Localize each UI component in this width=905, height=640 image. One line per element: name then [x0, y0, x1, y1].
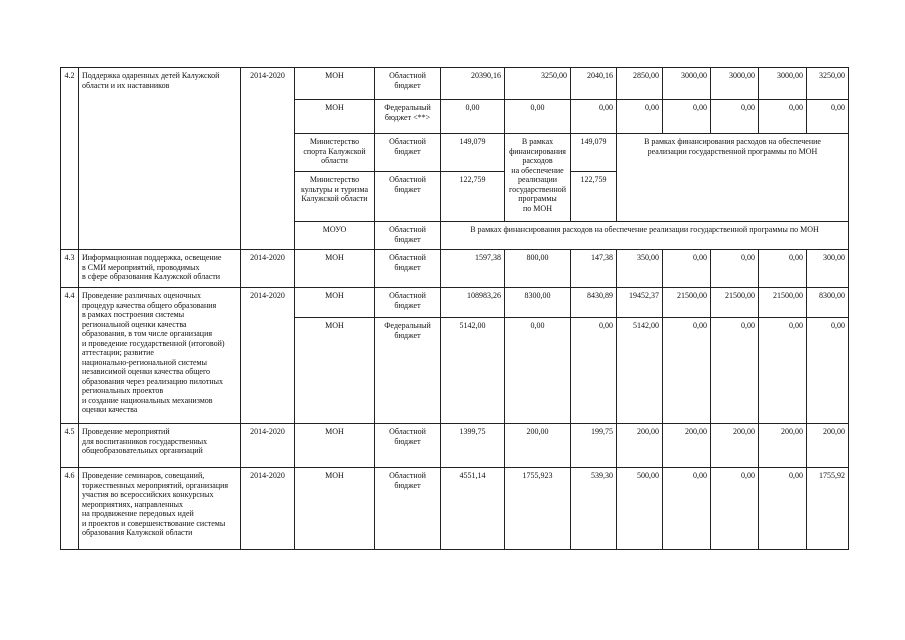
- merged-mouo-note: В рамках финансирования расходов на обеспечение реализации государственной программы по МОН: [441, 222, 849, 250]
- table-row: [61, 424, 849, 468]
- funding-source: Областной бюджет: [375, 134, 441, 172]
- year-2016-value: 2850,00: [617, 68, 663, 100]
- funding-source: Областной бюджет: [375, 222, 441, 250]
- year-2019-value: 0,00: [759, 250, 807, 288]
- measure-name: Проведение мероприятий для воспитанников государственных общеобразовательных организаций: [79, 424, 241, 468]
- funding-source: Областной бюджет: [375, 288, 441, 318]
- year-2015-value: 0,00: [571, 318, 617, 424]
- measure-name: Поддержка одаренных детей Калужской области и их наставников: [79, 68, 241, 250]
- year-2015-value: 539,30: [571, 468, 617, 550]
- year-2014-value: 200,00: [505, 424, 571, 468]
- item-code: 4.3: [61, 250, 79, 288]
- year-2020-value: 0,00: [807, 100, 849, 134]
- year-2020-value: 3250,00: [807, 68, 849, 100]
- measure-name: Информационная поддержка, освещение в СМИ мероприятий, проводимых в сфере образования Калужской области: [79, 250, 241, 288]
- year-2019-value: 0,00: [759, 318, 807, 424]
- executor: МОН: [295, 468, 375, 550]
- year-2015-value: 0,00: [571, 100, 617, 134]
- item-code: 4.5: [61, 424, 79, 468]
- item-code: 4.6: [61, 468, 79, 550]
- year-2020-value: 8300,00: [807, 288, 849, 318]
- year-2014-value: 800,00: [505, 250, 571, 288]
- year-2015-value: 122,759: [571, 172, 617, 222]
- funding-table: [60, 67, 849, 550]
- year-2017-value: 0,00: [663, 468, 711, 550]
- item-code: 4.2: [61, 68, 79, 250]
- year-2019-value: 21500,00: [759, 288, 807, 318]
- executor: МОН: [295, 250, 375, 288]
- executor: МОУО: [295, 222, 375, 250]
- year-2016-value: 350,00: [617, 250, 663, 288]
- year-2017-value: 0,00: [663, 250, 711, 288]
- year-2014-value: 0,00: [505, 318, 571, 424]
- year-2018-value: 200,00: [711, 424, 759, 468]
- table-row: [61, 68, 849, 100]
- executor: МОН: [295, 68, 375, 100]
- year-2018-value: 0,00: [711, 100, 759, 134]
- funding-source: Федеральный бюджет <**>: [375, 100, 441, 134]
- total-value: 0,00: [441, 100, 505, 134]
- year-2014-value: 3250,00: [505, 68, 571, 100]
- year-2020-value: 200,00: [807, 424, 849, 468]
- year-2014-value: 8300,00: [505, 288, 571, 318]
- year-2015-value: 8430,89: [571, 288, 617, 318]
- year-2020-value: 1755,92: [807, 468, 849, 550]
- executor: Министерство спорта Калужской области: [295, 134, 375, 172]
- funding-source: Областной бюджет: [375, 68, 441, 100]
- measure-name: Проведение семинаров, совещаний, торжественных мероприятий, организация участия во всероссийских конкурсных мероприятиях, направленных на продвижение передовых идей и проектов и совершенствование системы образования Калужской области: [79, 468, 241, 550]
- total-value: 108983,26: [441, 288, 505, 318]
- year-2016-value: 19452,37: [617, 288, 663, 318]
- funding-source: Областной бюджет: [375, 172, 441, 222]
- merged-2016-2020-note: В рамках финансирования расходов на обеспечение реализации государственной программы по МОН: [617, 134, 849, 222]
- executor: Министерство культуры и туризма Калужской области: [295, 172, 375, 222]
- executor: МОН: [295, 424, 375, 468]
- total-value: 122,759: [441, 172, 505, 222]
- year-2017-value: 0,00: [663, 100, 711, 134]
- year-2020-value: 0,00: [807, 318, 849, 424]
- year-2015-value: 149,079: [571, 134, 617, 172]
- implementation-period: 2014-2020: [241, 68, 295, 250]
- year-2018-value: 21500,00: [711, 288, 759, 318]
- implementation-period: 2014-2020: [241, 250, 295, 288]
- document-page: [60, 67, 849, 550]
- year-2017-value: 0,00: [663, 318, 711, 424]
- year-2014-value: 0,00: [505, 100, 571, 134]
- measure-name: Проведение различных оценочных процедур качества общего образования в рамках построения системы региональной оценки качества образования, в том числе организация и проведение государственной (итоговой) аттестации; развитие национально-региональной системы независимой оценки качества общего образования через реализацию пилотных региональных проектов и создание национальных механизмов оценки качества: [79, 288, 241, 424]
- table-row: [61, 250, 849, 288]
- funding-source: Областной бюджет: [375, 468, 441, 550]
- total-value: 1597,38: [441, 250, 505, 288]
- funding-source: Областной бюджет: [375, 424, 441, 468]
- funding-source: Федеральный бюджет: [375, 318, 441, 424]
- year-2019-value: 0,00: [759, 100, 807, 134]
- executor: МОН: [295, 100, 375, 134]
- year-2016-value: 0,00: [617, 100, 663, 134]
- total-value: 149,079: [441, 134, 505, 172]
- year-2019-value: 0,00: [759, 468, 807, 550]
- year-2017-value: 21500,00: [663, 288, 711, 318]
- implementation-period: 2014-2020: [241, 468, 295, 550]
- year-2015-value: 147,38: [571, 250, 617, 288]
- merged-2014-note: В рамках финансирования расходов на обеспечение реализации государственной программы по МОН: [505, 134, 571, 222]
- year-2018-value: 0,00: [711, 318, 759, 424]
- total-value: 1399,75: [441, 424, 505, 468]
- year-2018-value: 0,00: [711, 250, 759, 288]
- total-value: 5142,00: [441, 318, 505, 424]
- total-value: 20390,16: [441, 68, 505, 100]
- year-2019-value: 3000,00: [759, 68, 807, 100]
- year-2017-value: 3000,00: [663, 68, 711, 100]
- implementation-period: 2014-2020: [241, 288, 295, 424]
- executor: МОН: [295, 318, 375, 424]
- year-2015-value: 2040,16: [571, 68, 617, 100]
- funding-source: Областной бюджет: [375, 250, 441, 288]
- total-value: 4551,14: [441, 468, 505, 550]
- year-2017-value: 200,00: [663, 424, 711, 468]
- year-2014-value: 1755,923: [505, 468, 571, 550]
- year-2018-value: 0,00: [711, 468, 759, 550]
- item-code: 4.4: [61, 288, 79, 424]
- year-2016-value: 200,00: [617, 424, 663, 468]
- year-2019-value: 200,00: [759, 424, 807, 468]
- year-2015-value: 199,75: [571, 424, 617, 468]
- year-2016-value: 5142,00: [617, 318, 663, 424]
- year-2018-value: 3000,00: [711, 68, 759, 100]
- table-row: [61, 468, 849, 550]
- year-2020-value: 300,00: [807, 250, 849, 288]
- implementation-period: 2014-2020: [241, 424, 295, 468]
- executor: МОН: [295, 288, 375, 318]
- year-2016-value: 500,00: [617, 468, 663, 550]
- table-row: [61, 288, 849, 318]
